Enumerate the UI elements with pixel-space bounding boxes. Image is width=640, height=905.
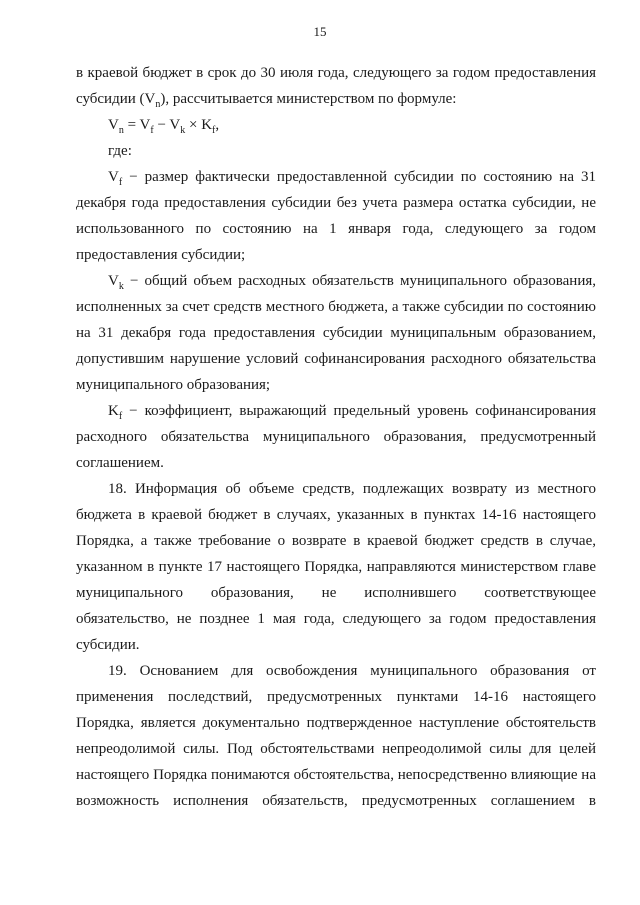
text-line: допустившим нарушение условий софинансирования расходного обязательства bbox=[76, 351, 596, 367]
text-line: 18. Информация об объеме средств, подлежащих возврату из местного bbox=[108, 481, 596, 497]
text-line: декабря года предоставления субсидии без учета размера остатка субсидии, не bbox=[76, 195, 596, 211]
text-line: применения последствий, предусмотренных пунктами 14-16 настоящего bbox=[76, 689, 596, 705]
text-line: где: bbox=[108, 143, 132, 159]
page-number: 15 bbox=[313, 24, 327, 39]
text-line: Порядка, а также требование о возврате в краевой бюджет средств в случае, bbox=[76, 533, 596, 549]
text-line: субсидии $(V_n)$, рассчитывается министерством по формуле: bbox=[76, 91, 457, 110]
text-line: $K_f$ − коэффициент, выражающий предельный уровень софинансирования bbox=[108, 403, 596, 422]
text-line: $V_k$ − общий объем расходных обязательств муниципального образования, bbox=[108, 273, 596, 292]
text-line: использованного по состоянию на 1 января года, следующего за годом bbox=[76, 221, 596, 237]
text-line: бюджета в краевой бюджет в случаях, указанных в пунктах 14-16 настоящего bbox=[76, 507, 596, 523]
text-line: соглашением. bbox=[76, 455, 164, 471]
text-line: в краевой бюджет в срок до 30 июля года, следующего за годом предоставления bbox=[76, 65, 596, 81]
text-line: настоящего Порядка понимаются обстоятельства, непосредственно влияющие на bbox=[76, 767, 596, 783]
text-line: 19. Основанием для освобождения муниципального образования от bbox=[108, 663, 596, 679]
text-line: субсидии. bbox=[76, 637, 140, 653]
text-line: муниципального образования, не исполнившего соответствующее bbox=[76, 585, 596, 601]
formula: $V_n = V_f - V_k \times K_f$, bbox=[108, 117, 220, 136]
text-line: указанном в пункте 17 настоящего Порядка, направляются министерством главе bbox=[76, 559, 596, 575]
text-line: непреодолимой силы. Под обстоятельствами непреодолимой силы для целей bbox=[76, 741, 596, 757]
text-line: муниципального образования; bbox=[76, 377, 271, 393]
text-line: обязательство, не позднее 1 мая года, следующего за годом предоставления bbox=[76, 611, 596, 627]
text-line: Порядка, является документально подтвержденное наступление обстоятельств bbox=[76, 715, 596, 731]
text-line: расходного обязательства муниципального образования, предусмотренный bbox=[76, 429, 596, 445]
text-line: $V_f$ − размер фактически предоставленной субсидии по состоянию на 31 bbox=[108, 169, 596, 188]
text-line: на 31 декабря года предоставления субсидии муниципальным образованием, bbox=[76, 325, 596, 341]
text-line: исполненных за счет средств местного бюджета, а также субсидии по состоянию bbox=[76, 299, 596, 315]
text-line: предоставления субсидии; bbox=[76, 247, 246, 263]
document-body bbox=[76, 60, 596, 814]
text-line: возможность исполнения обязательств, предусмотренных соглашением в bbox=[76, 793, 596, 809]
